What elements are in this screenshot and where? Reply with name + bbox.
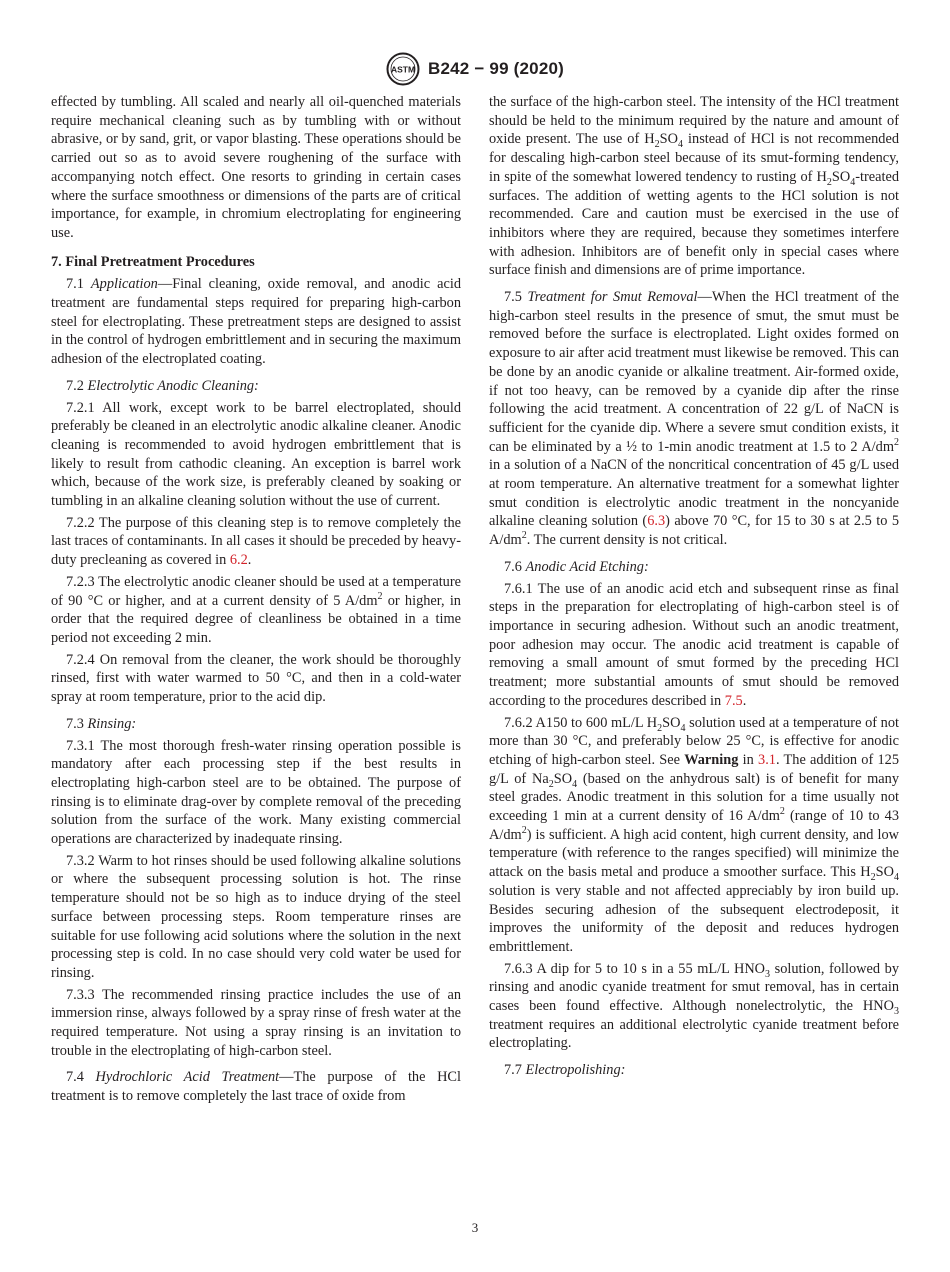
clause-text: 7.6.1 The use of an anodic acid etch and subsequent rinse as final steps in the preparation for electroplating of high-carbon steel is of importance in securing adhesion. Without such an anodic treatment, poor adhesion may occur. The anodic acid treatment is capable of removing a small amount of smut formed by the preceding HCl treatment; more substantial amounts of smut should be removed according to the procedures described in [489,580,899,709]
clause-title: Treatment for Smut Removal [527,289,698,306]
clause-text: . The current density is not critical. [526,532,728,549]
clause-title: Electrolytic Anodic Cleaning: [87,377,259,394]
paragraph-7-1 [51,275,461,369]
warning-label: Warning [684,751,739,768]
clause-number: 7.4 [66,1069,84,1086]
clause-text: . [742,692,747,709]
astm-logo-icon [386,52,420,86]
clause-number: 7.6 [504,558,522,575]
clause-text: —The purpose of the HCl treatment is to remove completely the last trace of oxide from [51,1069,461,1105]
clause-text: treatment requires an additional electrolytic cyanide treatment before electroplating. [489,1016,899,1052]
paragraph-continuation: effected by tumbling. All scaled and nearly all oil-quenched materials require mechanical cleaning such as by tumbling with or without abrasive, or by sand, grit, or vapor blasting. These operations should be carried out so as to avoid severe roughening of the surface with accompanying notch effect. One resorts to grinding in certain cases where the surface smoothness or dimensions of the parts are of critical importance, for example, in chromium electroplating for engineering use. [51,94,461,241]
reference-link-6-2[interactable]: 6.2 [229,552,248,569]
paragraph-7-4-continuation [489,93,899,280]
page-header [0,52,950,86]
paragraph-7-2 [51,377,461,396]
section-heading-7: 7. Final Pretreatment Procedures [51,253,255,270]
clause-text: 7.2.3 The electrolytic anodic cleaner should be used at a temperature of 90 °C or higher, and at a current density of 5 A/dm [51,573,461,609]
paragraph-7-2-2 [51,514,461,570]
paragraph-7-6-1 [489,580,899,711]
clause-text: in a solution of a NaCN of the noncritical concentration of 45 g/L used at room temperature. An alternative treatment for a somewhat lighter smut condition is electrolytic anodic treatment in the noncyanide alkaline cleaning solution ( [489,457,899,530]
reference-link-6-3[interactable]: 6.3 [647,513,666,530]
subscript: 4 [894,871,899,883]
clause-number: 7.2 [66,377,84,394]
clause-text: 7.6.3 A dip for 5 to 10 s in a 55 mL/L HNO [504,960,766,977]
paragraph-7-2-4: 7.2.4 On removal from the cleaner, the work should be thoroughly rinsed, first with water warmed to 50 °C, and then in a cold-water spray at room temperature, prior to the acid dip. [51,651,461,706]
clause-text: SO [831,168,851,185]
clause-text: SO [875,864,894,881]
paragraph-7-5 [489,288,899,550]
clause-text: solution used at a temperature of not more than 30 °C, and preferably below 25 °C, is effective for anodic etching of high-carbon steel. See [489,714,899,768]
subscript: 4 [680,722,686,734]
clause-text: ) is sufficient. A high acid content, high current density, and low temperature (with reference to the ranges specified) will minimize the attack on the basis metal and produce a smoother surface. This H [489,826,899,881]
subscript: 2 [654,139,660,151]
clause-text: in [738,751,759,768]
clause-text: (based on the anhydrous salt) is of benefit for many steel grades. Anodic treatment in this solution for a time usually not exceeding 1 min at a current density of 16 A/dm [489,770,900,825]
page-number: 3 [471,1220,479,1235]
paragraph-7-3-3: 7.3.3 The recommended rinsing practice includes the use of an immersion rinse, always followed by a spray rinse of fresh water at the required temperature. Not using a spray rinsing is an invitation to trouble in the electroplating of high-carbon steel. [51,986,461,1059]
reference-link-7-5[interactable]: 7.5 [724,692,743,709]
clause-text: instead of HCl is not recommended for descaling high-carbon steel because of its smut-forming tendency, in spite of the somewhat lowered tendency to rusting of H [489,131,899,185]
clause-text: SO [659,131,678,148]
paragraph-7-3 [51,715,461,734]
clause-text: solution, followed by rinsing and anodic cyanide treatment for smut removal, has in certain cases been found effective. Although nonelectrolytic, the HNO [489,960,899,1015]
superscript: 2 [894,436,899,448]
clause-text: (range of 10 to 43 A/dm [489,808,899,843]
clause-text: SO [553,770,573,787]
paragraph-7-4 [51,1068,461,1105]
clause-title: Hydrochloric Acid Treatment [95,1069,280,1086]
paragraph-7-6-3 [489,960,899,1054]
clause-text: —When the HCl treatment of the high-carbon steel results in the presence of smut, the smut must be removed before the surface is electroplated. Light oxides formed on exposure to air after acid treatment must likewise be removed. This can be done by an anodic cyanide or alkaline treatment. Air-formed oxide, if not too heavy, can be removed by a cyanide dip after the rinse following the acid treatment. A concentration of 22 g/L of NaCN is sufficient for the cyanide dip. Where a severe smut condition exists, it can be eliminated by a ½ to 1-min anodic treatment at 1.5 to 2 A/dm [489,289,899,455]
clause-text: . [247,552,252,569]
clause-title: Anodic Acid Etching: [525,558,649,575]
subscript: 4 [678,139,683,151]
clause-number: 7.3 [66,715,84,732]
clause-text: -treated surfaces. The addition of wetting agents to the HCl solution is not recommended. Care and caution must be exercised in the use of inhibitors where they are required, because they sometimes interfere with adhesion. Inhibitors are of benefit only in special cases where surface finish and dimensions are of prime importance. [489,168,899,279]
subscript: 2 [870,871,876,883]
clause-text: 7.6.2 A150 to 600 mL/L H [504,714,658,731]
document-designation: B242 − 99 (2020) [428,59,564,78]
superscript: 2 [779,806,785,818]
paragraph-7-6 [489,558,899,577]
paragraph-7-6-2 [489,714,899,957]
reference-link-3-1[interactable]: 3.1 [758,751,776,768]
subscript: 2 [548,778,554,790]
paragraph-7-3-1: 7.3.1 The most thorough fresh-water rinsing operation possible is mandatory after each processing step if the best results in electroplating high-carbon steel are to be obtained. The purpose of rinsing is to eliminate drag-over by complete removal of the preceding solution from the surface of the work. Many existing commercial operations are characterized by inadequate rinsing. [51,737,461,848]
paragraph-7-7 [489,1061,899,1080]
left-column [51,93,461,1109]
clause-title: Rinsing: [87,715,137,732]
clause-number: 7.1 [66,276,84,293]
superscript: 2 [377,590,383,602]
astm-logo-text: ASTM [390,64,416,75]
clause-text: or higher, in order that the required degree of cleanliness be obtained in a time period not exceeding 2 min. [51,592,461,646]
subscript: 4 [850,176,856,188]
subscript: 2 [826,176,832,188]
clause-number: 7.7 [504,1062,522,1079]
paragraph-7-3-2: 7.3.2 Warm to hot rinses should be used following alkaline solutions or where the subsequent processing solution is hot. The rinse temperature should not be so high as to induce drying of the steel surface between processing steps. Room temperature rinses are suitable for use following acid solutions where the solution in the next processing step is cold. In no case should very cold water be used for rinsing. [51,852,461,981]
clause-number: 7.5 [504,289,522,306]
clause-text: SO [662,714,681,731]
subscript: 2 [657,722,663,734]
paragraph-7-2-1: 7.2.1 All work, except work to be barrel electroplated, should preferably be cleaned in an electrolytic anodic alkaline cleaner. Anodic cleaning is recommended to avoid hydrogen embrittlement that is likely to result from cathodic cleaning. An exception is barrel work which, because of the work size, is preferably cleaned by soaking or tumbling in an alkaline cleaning solution without the use of current. [51,399,461,510]
clause-text: solution is very stable and not affected appreciably by iron build up. Besides securing adhesion of the subsequent electrodeposit, it improves the uniformity of the deposit and reduces hydrogen embrittlement. [489,882,899,955]
clause-text: ) above 70 °C, for 15 to 30 s at 2.5 to 5 A/dm [489,513,899,549]
clause-title: Electropolishing: [525,1062,626,1079]
subscript: 3 [765,968,771,980]
superscript: 2 [521,824,527,836]
subscript: 4 [572,778,578,790]
right-column [489,93,899,1083]
clause-title: Application [90,276,158,293]
paragraph-7-2-3 [51,573,461,648]
clause-text: . The addition of 125 g/L of Na [489,751,899,787]
clause-text: 7.2.2 The purpose of this cleaning step is to remove completely the last traces of contaminants. In all cases it should be preceded by heavy-duty precleaning as covered in [51,514,461,569]
clause-text: —Final cleaning, oxide removal, and anodic acid treatment are fundamental steps required for preparing high-carbon steel for electroplating. These pretreatment steps are designed to assist in the control of hydrogen embrittlement and in securing the maximum adhesion of the electroplated coating. [51,276,461,368]
subscript: 3 [894,1005,899,1017]
superscript: 2 [521,530,527,542]
clause-text: the surface of the high-carbon steel. The intensity of the HCl treatment should be held to the minimum required by the nature and amount of oxide present. The use of H [489,94,899,148]
